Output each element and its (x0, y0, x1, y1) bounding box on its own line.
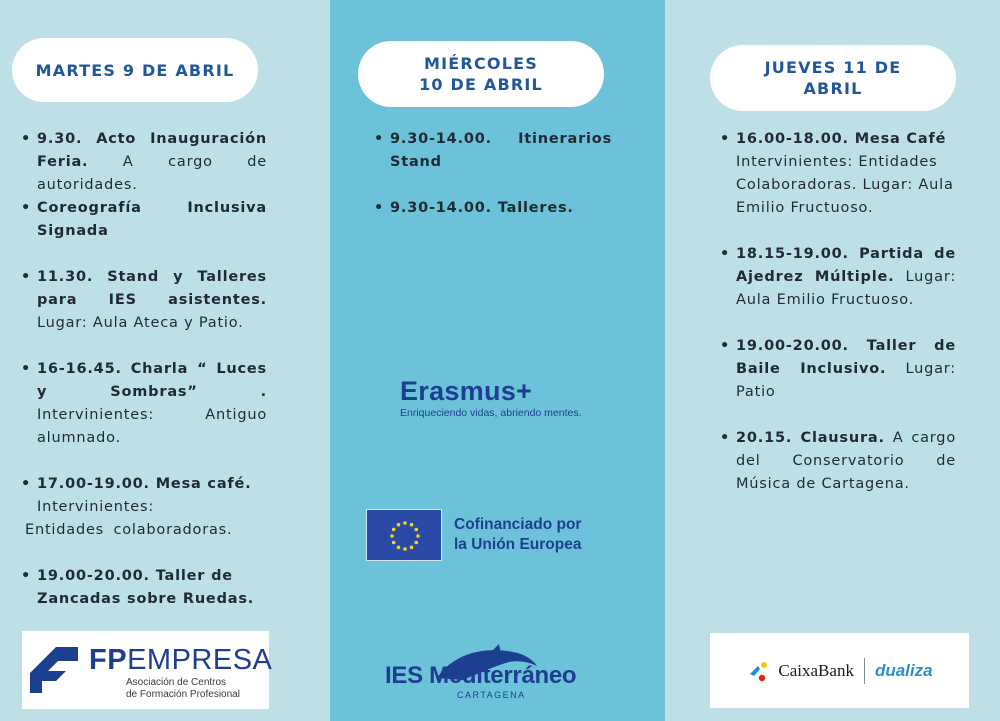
ies-mediterraneo-logo (385, 640, 625, 710)
list-item (21, 197, 267, 243)
event-title: 11.30. Stand y Talleres para IES asistentes. (37, 269, 267, 308)
list-item (720, 335, 956, 404)
list-item (374, 197, 612, 220)
column-wednesday (330, 0, 665, 721)
eu-text (454, 515, 581, 555)
event-title: 9.30. Acto Inauguración Feria. (37, 131, 267, 170)
header-thursday-line1: JUEVES 11 DE (764, 58, 902, 77)
caixabank-dualiza-logo (710, 633, 969, 708)
events-thursday (720, 128, 956, 496)
header-tuesday (12, 38, 258, 102)
header-thursday-line2: ABRIL (803, 79, 863, 98)
event-title: 19.00-20.00. Taller de Baile Inclusivo. (736, 338, 956, 377)
event-detail: Lugar: Aula Ateca y Patio. (37, 315, 244, 331)
fpempresa-emblem-icon (26, 639, 86, 699)
erasmus-title: Erasmus+ (400, 376, 533, 406)
erasmus-logo (400, 376, 600, 420)
eu-flag-icon (366, 509, 442, 561)
event-title: Coreografía Inclusiva Signada (37, 200, 267, 239)
event-detail: Intervinientes: (37, 499, 155, 515)
eu-cofunded-logo (366, 509, 581, 561)
ies-name: IES Mediterráneo (385, 662, 577, 689)
fpempresa-sub-line2: de Formación Profesional (126, 689, 240, 700)
event-detail: A cargo de autoridades. (37, 154, 267, 193)
list-item (720, 128, 956, 220)
header-wednesday-line1: MIÉRCOLES (424, 54, 538, 73)
event-detail: Lugar: Aula Emilio Fructuoso. (736, 269, 957, 308)
list-item (21, 565, 267, 611)
logo-divider (864, 658, 865, 684)
fpempresa-logo (22, 631, 273, 709)
event-detail: Intervinientes: Antiguo alumnado. (37, 407, 267, 446)
fpempresa-fp: FP (89, 644, 128, 676)
eu-text-line1: Cofinanciado por (454, 516, 582, 533)
ies-city: CARTAGENA (457, 690, 526, 700)
caixabank-name: CaixaBank (778, 660, 854, 680)
list-item (21, 358, 267, 450)
events-wednesday (374, 128, 612, 220)
header-thursday (710, 45, 956, 111)
event-detail: Intervinientes: Entidades Colaboradoras. Lugar: Aula Emilio Fructuoso. (736, 154, 954, 216)
list-item (720, 427, 956, 496)
event-title: 19.00-20.00. Taller de Zancadas sobre Ruedas. (37, 568, 255, 607)
event-title: 9.30-14.00. Talleres. (390, 200, 574, 216)
event-detail: A cargo del Conservatorio de Música de Cartagena. (736, 430, 956, 492)
header-tuesday-text: MARTES 9 DE ABRIL (35, 60, 235, 80)
header-wednesday (358, 41, 604, 107)
event-title: 18.15-19.00. Partida de Ajedrez Múltiple. (736, 246, 956, 285)
fpempresa-name (89, 644, 272, 677)
fpempresa-subtitle (126, 677, 240, 701)
header-wednesday-line2: 10 DE ABRIL (419, 75, 543, 94)
event-title: 9.30-14.00. Itinerarios Stand (390, 131, 612, 170)
dualiza-name: dualiza (874, 660, 933, 680)
event-detail: Lugar: Patio (736, 361, 956, 400)
events-tuesday (21, 128, 267, 611)
event-detail: Entidades colaboradoras. (25, 522, 233, 538)
event-title: 17.00-19.00. Mesa café. (37, 476, 252, 492)
eu-text-line2: la Unión Europea (454, 536, 582, 553)
list-item (720, 243, 956, 312)
caixabank-star-icon (746, 660, 772, 682)
list-item (21, 128, 267, 197)
list-item (21, 266, 267, 335)
event-title: 16-16.45. Charla “ Luces y Sombras” . (37, 361, 267, 400)
list-item (374, 128, 612, 174)
fpempresa-empresa: EMPRESA (127, 644, 273, 676)
erasmus-tagline: Enriqueciendo vidas, abriendo mentes. (400, 407, 582, 419)
list-item (21, 473, 267, 542)
event-title: 20.15. Clausura. (736, 430, 885, 446)
fpempresa-sub-line1: Asociación de Centros (126, 677, 227, 688)
event-title: 16.00-18.00. Mesa Café (736, 131, 947, 147)
